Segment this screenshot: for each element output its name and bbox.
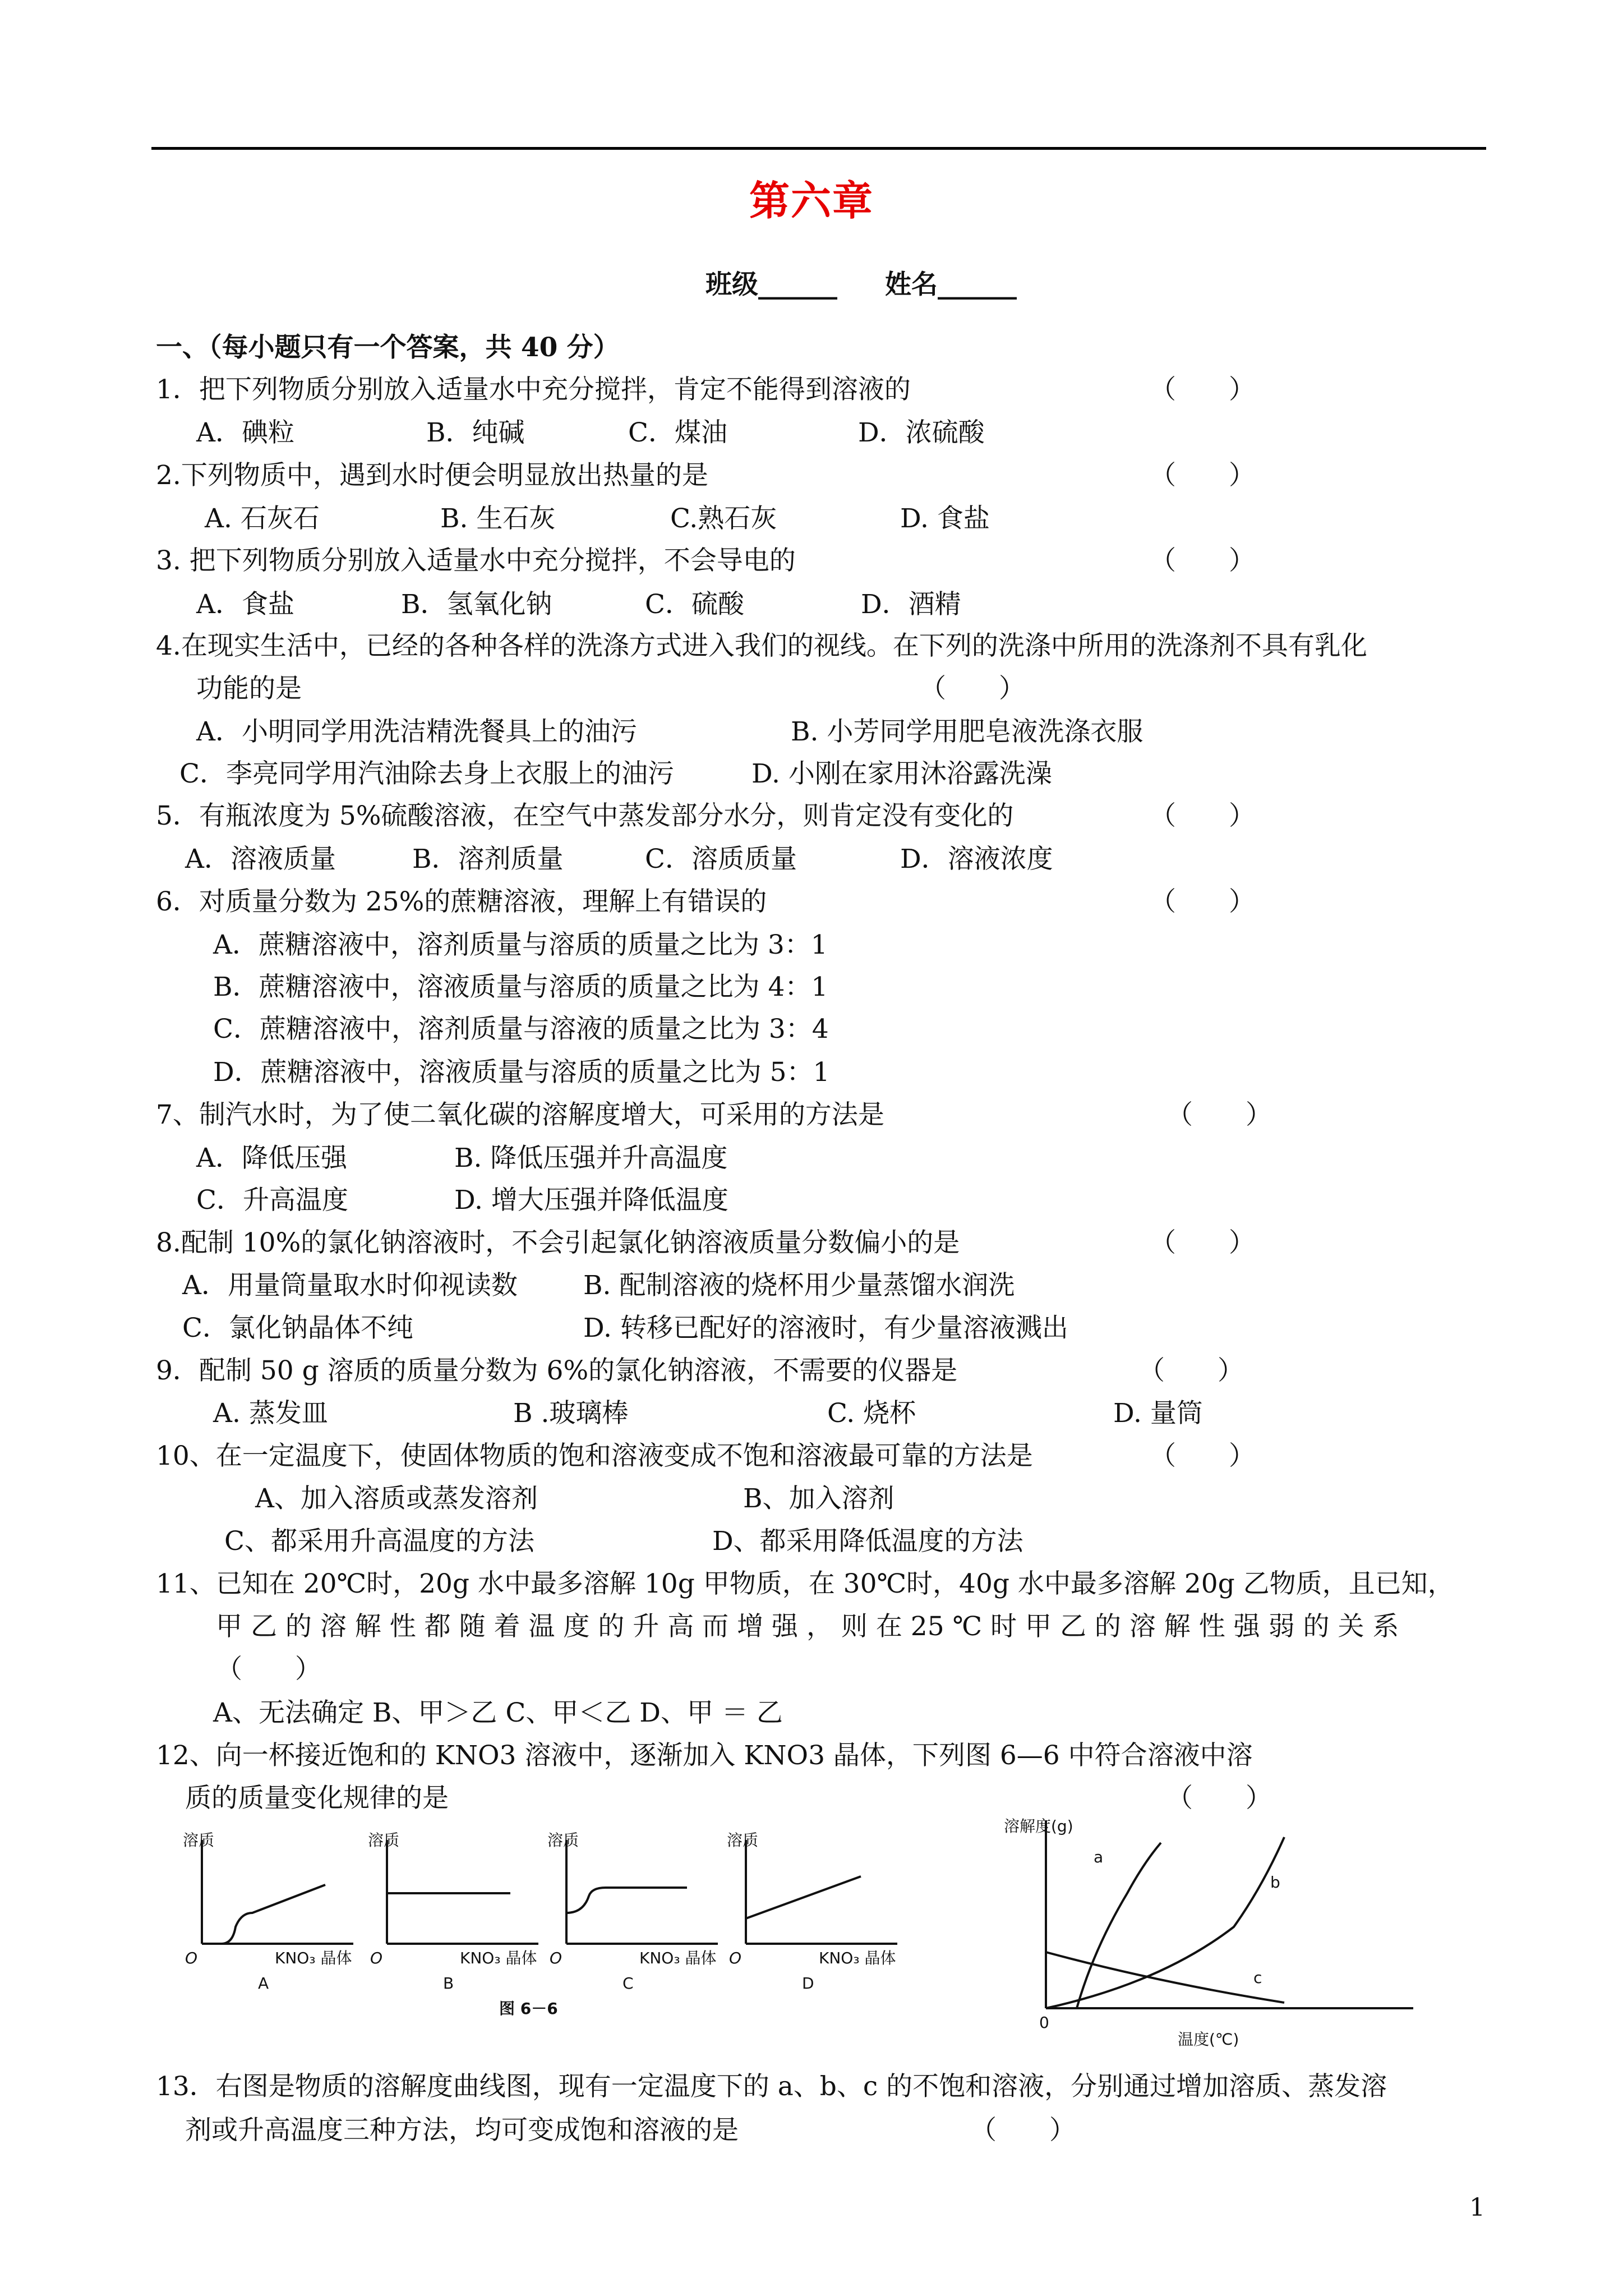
option-d[interactable]: D. 增大压强并降低温度 (454, 1185, 728, 1216)
option-c[interactable]: C．氯化钠晶体不纯 (182, 1313, 413, 1343)
figure-6-6 (179, 1829, 909, 2019)
name-field[interactable]: 姓名______ (885, 269, 1017, 300)
curve-label-c: c (1253, 1968, 1262, 1987)
option-b[interactable]: B. 小芳同学用肥皂液洗涤衣服 (791, 716, 1144, 747)
page-number: 1 (1469, 2193, 1485, 2222)
x-label: KNO₃ 晶体 (819, 1949, 896, 1967)
y-label-a: 溶质 (183, 1831, 215, 1849)
option-c[interactable]: C. 烧杯 (827, 1398, 916, 1429)
question-stem-cont: 质的质量变化规律的是 (185, 1783, 449, 1814)
answer-blank[interactable]: （ ） (1150, 1441, 1255, 1471)
question-stem: 11、已知在 20℃时，20g 水中最多溶解 10g 甲物质，在 30℃时，40g 水中最多溶解 20g 乙物质，且已知， (156, 1568, 1454, 1599)
answer-blank[interactable]: （ ） (1150, 460, 1255, 491)
option-a[interactable]: A．碘粒 (196, 417, 294, 448)
question-stem: 9．配制 50 g 溶质的质量分数为 6%的氯化钠溶液，不需要的仪器是 (156, 1355, 958, 1386)
option-c[interactable]: C、都采用升高温度的方法 (224, 1526, 534, 1557)
section-heading: 一、（每小题只有一个答案，共 40 分） (156, 332, 620, 363)
option-d[interactable]: D. 转移已配好的溶液时，有少量溶液溅出 (583, 1313, 1068, 1343)
question-stem: 3. 把下列物质分别放入适量水中充分搅拌，不会导电的 (156, 545, 796, 576)
x-label: KNO₃ 晶体 (460, 1949, 537, 1967)
option-c[interactable]: C．蔗糖溶液中，溶剂质量与溶液的质量之比为 3：4 (213, 1014, 829, 1045)
option-d[interactable]: D. 食盐 (900, 503, 990, 534)
question-stem: 6．对质量分数为 25%的蔗糖溶液，理解上有错误的 (156, 886, 767, 917)
y-label-d: 溶质 (727, 1831, 759, 1849)
option-d[interactable]: D. 小刚在家用沐浴露洗澡 (751, 758, 1052, 789)
answer-blank[interactable]: （ ） (1150, 886, 1255, 917)
y-label-b: 溶质 (368, 1831, 400, 1849)
answer-blank[interactable]: （ ） (1150, 374, 1255, 405)
x-label: KNO₃ 晶体 (639, 1949, 717, 1967)
option-b[interactable]: B. 配制溶液的烧杯用少量蒸馏水润洗 (583, 1270, 1015, 1301)
answer-blank[interactable]: （ ） (1138, 1355, 1244, 1386)
option-a[interactable]: A. 石灰石 (205, 503, 320, 534)
question-stem: 10、在一定温度下，使固体物质的饱和溶液变成不饱和溶液最可靠的方法是 (156, 1441, 1033, 1471)
option-b[interactable]: B. 生石灰 (440, 503, 556, 534)
option-b[interactable]: B. 降低压强并升高温度 (454, 1143, 728, 1174)
x-axis-label: 温度(℃) (1178, 2030, 1239, 2049)
option-b[interactable]: B、加入溶剂 (743, 1483, 895, 1514)
question-stem: 8.配制 10%的氯化钠溶液时，不会引起氯化钠溶液质量分数偏小的是 (156, 1227, 960, 1258)
solubility-chart (993, 1815, 1497, 2050)
graph-label-d: D (802, 1974, 814, 1993)
option-a[interactable]: A．小明同学用洗洁精洗餐具上的油污 (196, 716, 637, 747)
option-b[interactable]: B．溶剂质量 (412, 844, 564, 875)
option-b[interactable]: B .玻璃棒 (513, 1398, 629, 1429)
option-a[interactable]: A、加入溶质或蒸发溶剂 (255, 1483, 538, 1514)
option-a[interactable]: A. 蒸发皿 (213, 1398, 328, 1429)
answer-blank[interactable]: （ ） (1150, 545, 1255, 576)
y-axis-label: 溶解度(g) (1004, 1817, 1073, 1835)
class-field[interactable]: 班级______ (706, 269, 837, 300)
option-a[interactable]: A．降低压强 (196, 1143, 347, 1174)
option-c[interactable]: C．溶质质量 (645, 844, 797, 875)
answer-blank[interactable]: （ ） (216, 1654, 321, 1685)
origin-label: O (550, 1949, 562, 1967)
option-a[interactable]: A．溶液质量 (185, 844, 336, 875)
origin-label: 0 (1039, 2013, 1049, 2032)
page-title: 第六章 (749, 177, 874, 224)
answer-blank[interactable]: （ ） (1150, 1227, 1255, 1258)
option-d[interactable]: D．蔗糖溶液中，溶液质量与溶质的质量之比为 5：1 (213, 1057, 830, 1088)
x-label: KNO₃ 晶体 (275, 1949, 352, 1967)
option-d[interactable]: D．浓硫酸 (858, 417, 985, 448)
question-stem: 4.在现实生活中，已经的各种各样的洗涤方式进入我们的视线。在下列的洗涤中所用的洗涤剂不具有乳化 (156, 631, 1367, 661)
option-a[interactable]: A．食盐 (196, 589, 294, 620)
option-b[interactable]: B．氢氧化钠 (401, 589, 552, 620)
option-c[interactable]: C.熟石灰 (670, 503, 777, 534)
option-c[interactable]: C．李亮同学用汽油除去身上衣服上的油污 (179, 758, 674, 789)
answer-blank[interactable]: （ ） (970, 2115, 1076, 2146)
answer-blank[interactable]: （ ） (1150, 800, 1255, 831)
question-stem: 1．把下列物质分别放入适量水中充分搅拌，肯定不能得到溶液的 (156, 374, 911, 405)
question-stem-cont: 功能的是 (196, 673, 302, 704)
y-label-c: 溶质 (547, 1831, 579, 1849)
graph-label-a: A (258, 1974, 269, 1993)
question-stem-cont: 甲 乙 的 溶 解 性 都 随 着 温 度 的 升 高 而 增 强 ， 则 在 25 ℃ 时 甲 乙 的 溶 解 性 强 弱 的 关 系 (216, 1611, 1399, 1642)
option-a[interactable]: A．用量筒量取水时仰视读数 (182, 1270, 518, 1301)
origin-label: O (729, 1949, 742, 1967)
question-stem: 12、向一杯接近饱和的 KNO3 溶液中，逐渐加入 KNO3 晶体，下列图 6—6 中符合溶液中溶 (156, 1740, 1253, 1771)
question-stem: 7、制汽水时，为了使二氧化碳的溶解度增大，可采用的方法是 (156, 1099, 884, 1130)
graph-label-b: B (443, 1974, 454, 1993)
option-d[interactable]: D．酒精 (861, 589, 961, 620)
option-c[interactable]: C．升高温度 (196, 1185, 348, 1216)
option-d[interactable]: D、都采用降低温度的方法 (712, 1526, 1023, 1557)
option-b[interactable]: B．蔗糖溶液中，溶液质量与溶质的质量之比为 4：1 (213, 972, 828, 1002)
header-rule (151, 147, 1486, 150)
answer-blank[interactable]: （ ） (1166, 1783, 1272, 1814)
answer-blank[interactable]: （ ） (920, 673, 1025, 704)
figure-caption: 图 6－6 (499, 1999, 558, 2018)
options-line[interactable]: A、无法确定 B、甲＞乙 C、甲＜乙 D、甲 ＝ 乙 (213, 1697, 783, 1728)
option-c[interactable]: C．煤油 (628, 417, 727, 448)
question-stem: 5．有瓶浓度为 5%硫酸溶液，在空气中蒸发部分水分，则肯定没有变化的 (156, 800, 1014, 831)
answer-blank[interactable]: （ ） (1166, 1099, 1272, 1130)
curve-label-b: b (1270, 1873, 1280, 1892)
question-stem: 2.下列物质中，遇到水时便会明显放出热量的是 (156, 460, 708, 491)
origin-label: O (370, 1949, 383, 1967)
option-c[interactable]: C．硫酸 (645, 589, 744, 620)
option-a[interactable]: A．蔗糖溶液中，溶剂质量与溶质的质量之比为 3：1 (213, 930, 828, 960)
option-d[interactable]: D．溶液浓度 (900, 844, 1053, 875)
graph-label-c: C (623, 1974, 634, 1993)
option-d[interactable]: D. 量筒 (1113, 1398, 1203, 1429)
question-stem: 13．右图是物质的溶解度曲线图，现有一定温度下的 a、b、c 的不饱和溶液，分别通过增加溶质、蒸发溶 (156, 2071, 1387, 2102)
curve-label-a: a (1094, 1848, 1104, 1866)
origin-label: O (185, 1949, 198, 1967)
question-stem-cont: 剂或升高温度三种方法，均可变成饱和溶液的是 (185, 2115, 739, 2146)
option-b[interactable]: B．纯碱 (426, 417, 525, 448)
